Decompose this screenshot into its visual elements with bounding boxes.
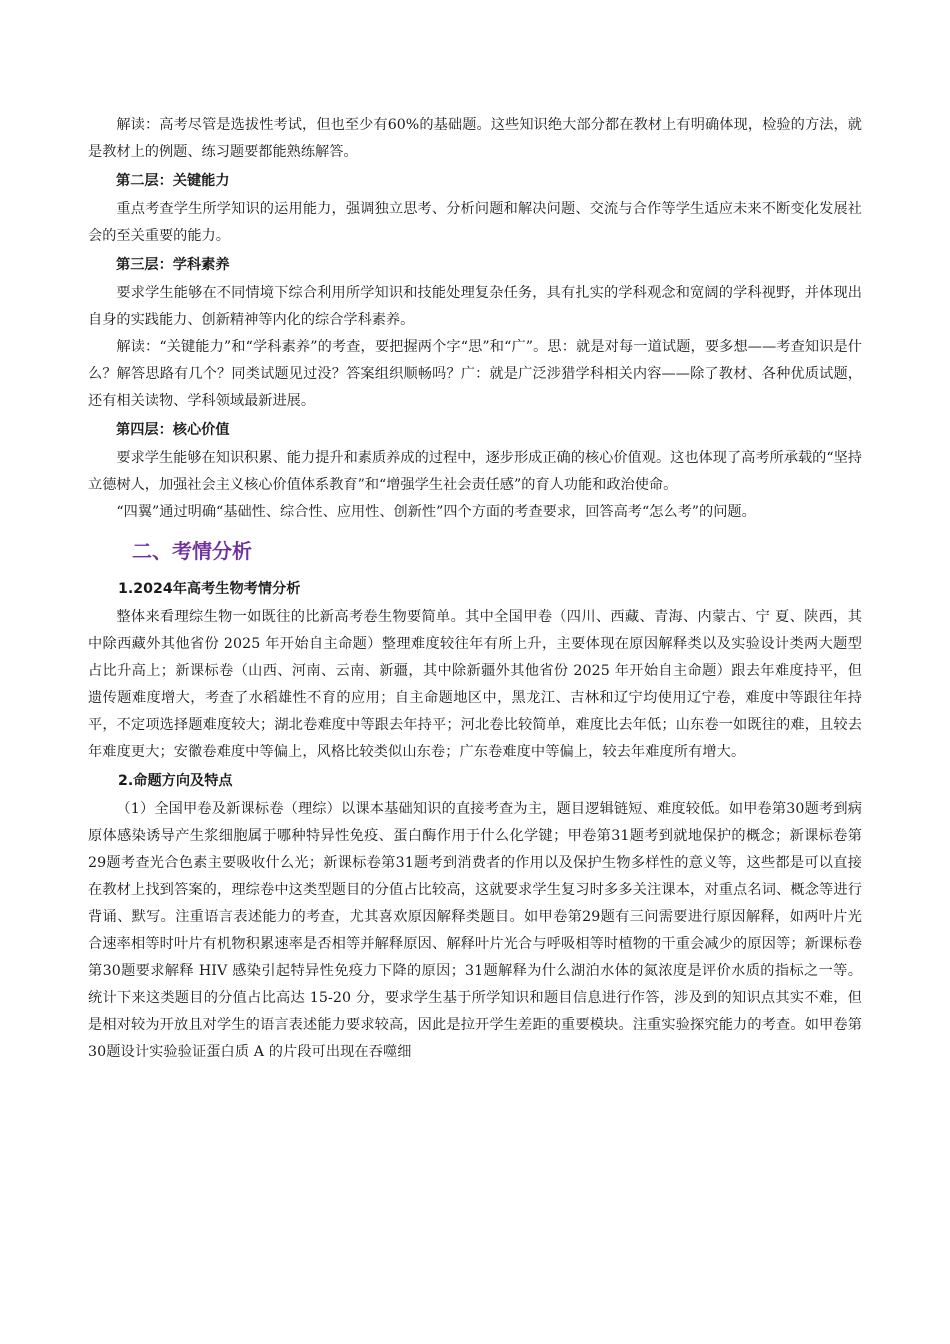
paragraph-key-ability: 重点考查学生所学知识的运用能力，强调独立思考、分析问题和解决问题、交流与合作等学生适应未来不断变化发展社会的至关重要的能力。 (88, 201, 862, 244)
paragraph-subject-literacy: 要求学生能够在不同情境下综合利用所学知识和技能处理复杂任务，具有扎实的学科观念和宽阔的学科视野，并体现出自身的实践能力、创新精神等内化的综合学科素养。 (88, 285, 862, 328)
heading-layer-4: 第四层：核心价值 (116, 422, 230, 438)
section-title-exam-analysis: 二、考情分析 (132, 539, 252, 563)
paragraph-direction-details: （1）全国甲卷及新课标卷（理综）以课本基础知识的直接考查为主，题目逻辑链短、难度较低。如甲卷第30题考到病原体感染诱导产生浆细胞属于哪种特异性免疫、蛋白酶作用于什么化学键；甲卷第31题考到就地保护的概念；新课标卷第29题考查光合色素主要吸收什么光；新课标卷第31题考到消费者的作用以及保护生物多样性的意义等，这些都是可以直接在教材上找到答案的，理综卷中这类型题目的分值占比较高，这就要求学生复习时多多关注课本，对重点名词、概念等进行背诵、默写。注重语言表述能力的考查，尤其喜欢原因解释类题目。如甲卷第29题有三问需要进行原因解释，如两叶片光合速率相等时叶片有机物积累速率是否相等并解释原因、解释叶片光合与呼吸相等时植物的干重会减少的原因等；新课标卷第30题要求解释 HIV 感染引起特异性免疫力下降的原因；31题解释为什么湖泊水体的氮浓度是评价水质的指标之一等。统计下来这类题目的分值占比高达 15-20 分，要求学生基于所学知识和题目信息进行作答，涉及到的知识点其实不难，但是相对较为开放且对学生的语言表述能力要求较高，因此是拉开学生差距的重要模块。注重实验探究能力的考查。如甲卷第30题设计实验验证蛋白质 A 的片段可出现在吞噬细 (88, 801, 862, 1060)
paragraph-interpretation-basic: 解读：高考尽管是选拔性考试，但也至少有60%的基础题。这些知识绝大部分都在教材上有明确体现，检验的方法，就是教材上的例题、练习题要都能熟练解答。 (88, 117, 862, 160)
paragraph-interpretation-think-wide: 解读：“关键能力”和“学科素养”的考查，要把握两个字“思”和“广”。思：就是对每一道试题，要多想——考查知识是什么？解答思路有几个？同类试题见过没？答案组织顺畅吗？广：就是广泛涉猎学科相关内容——除了教材、各种优质试题，还有相关读物、学科领域最新进展。 (88, 339, 862, 409)
document-page (88, 112, 862, 1066)
heading-layer-2: 第二层：关键能力 (116, 173, 230, 189)
heading-layer-3: 第三层：学科素养 (116, 257, 230, 273)
paragraph-four-wings: “四翼”通过明确“基础性、综合性、应用性、创新性”四个方面的考查要求，回答高考“怎么考”的问题。 (116, 504, 756, 520)
paragraph-core-values: 要求学生能够在知识积累、能力提升和素质养成的过程中，逐步形成正确的核心价值观。这也体现了高考所承载的“坚持立德树人，加强社会主义核心价值体系教育”和“增强学生社会责任感”的育人功能和政治使命。 (88, 450, 862, 493)
paragraph-2024-overview: 整体来看理综生物一如既往的比新高考卷生物要简单。其中全国甲卷（四川、西藏、青海、内蒙古、宁 夏、陕西，其中除西藏外其他省份 2025 年开始自主命题）整理难度较往年有所上升，主要体现在原因解释类以及实验设计类两大题型占比升高上；新课标卷（山西、河南、云南、新疆，其中除新疆外其他省份 2025 年开始自主命题）跟去年难度持平，但遗传题难度增大，考查了水稻雄性不育的应用；自主命题地区中，黑龙江、吉林和辽宁均使用辽宁卷，难度中等跟往年持平，不定项选择题难度较大；湖北卷难度中等跟去年持平；河北卷比较简单，难度比去年低；山东卷一如既往的难，且较去年难度更大；安徽卷难度中等偏上，风格比较类似山东卷；广东卷难度中等偏上，较去年难度所有增大。 (88, 609, 862, 760)
subheading-direction-features: 2.命题方向及特点 (118, 773, 233, 789)
subheading-2024-analysis: 1.2024年高考生物考情分析 (118, 581, 301, 597)
